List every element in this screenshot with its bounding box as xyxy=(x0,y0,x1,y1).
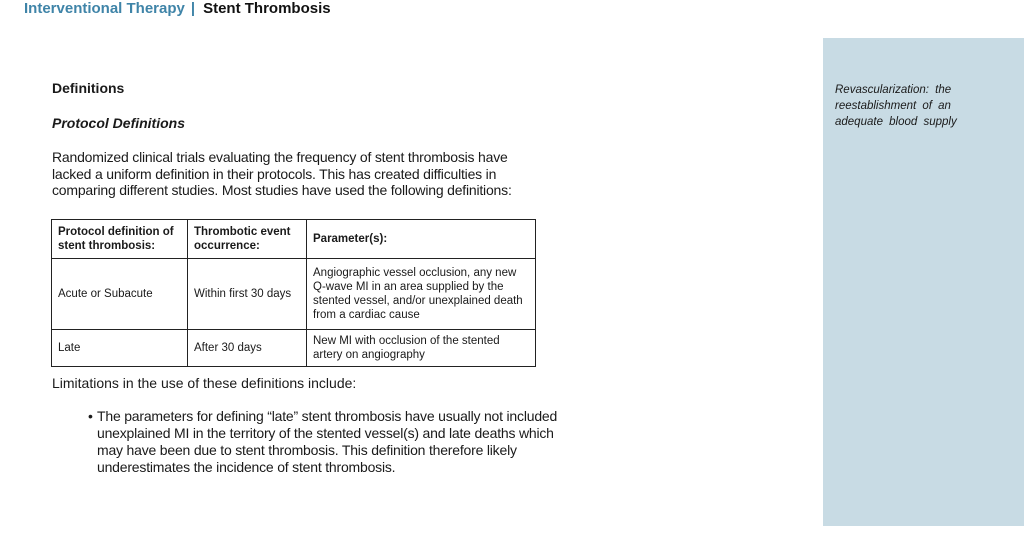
table-row xyxy=(52,259,536,330)
table-header-row xyxy=(52,220,536,259)
table-row xyxy=(52,330,536,367)
course-title: Interventional Therapy xyxy=(24,0,185,17)
table-cell: Within first 30 days xyxy=(188,259,307,330)
sidebar-note: Revascularization: the reestablishment of an adequate blood supply xyxy=(835,84,957,128)
table-cell: Acute or Subacute xyxy=(52,259,188,330)
bullet-text: The parameters for defining “late” stent thrombosis have usually not included unexplained MI in the territory of the stented vessel(s) and late deaths which may have been due to stent thrombosis. This definition therefore likely underestimates the incidence of stent thrombosis. xyxy=(97,408,558,475)
table-cell: After 30 days xyxy=(188,330,307,367)
intro-paragraph: Randomized clinical trials evaluating the frequency of stent thrombosis have lacked a uniform definition in their protocols. This has created difficulties in comparing different studies. Most studies have used the following definitions: xyxy=(52,149,512,198)
bullet-item xyxy=(88,408,558,476)
table-header-cell: Protocol definition of stent thrombosis: xyxy=(52,220,188,259)
topic-title: Stent Thrombosis xyxy=(203,0,331,17)
limitations-intro: Limitations in the use of these definitions include: xyxy=(52,375,357,391)
table-cell: Late xyxy=(52,330,188,367)
table-cell: New MI with occlusion of the stented artery on angiography xyxy=(307,330,536,367)
protocol-definitions-heading: Protocol Definitions xyxy=(52,115,185,131)
table-header-cell: Thrombotic event occurrence: xyxy=(188,220,307,259)
table-header-cell: Parameter(s): xyxy=(307,220,536,259)
table-cell: Angiographic vessel occlusion, any new Q-wave MI in an area supplied by the stented vessel, and/or unexplained death from a cardiac cause xyxy=(307,259,536,330)
bullet-icon: • xyxy=(88,408,93,424)
page-header xyxy=(24,0,331,18)
header-separator: | xyxy=(190,0,196,17)
sidebar-panel xyxy=(823,38,1024,526)
definitions-heading: Definitions xyxy=(52,80,125,96)
definitions-table xyxy=(51,219,536,367)
